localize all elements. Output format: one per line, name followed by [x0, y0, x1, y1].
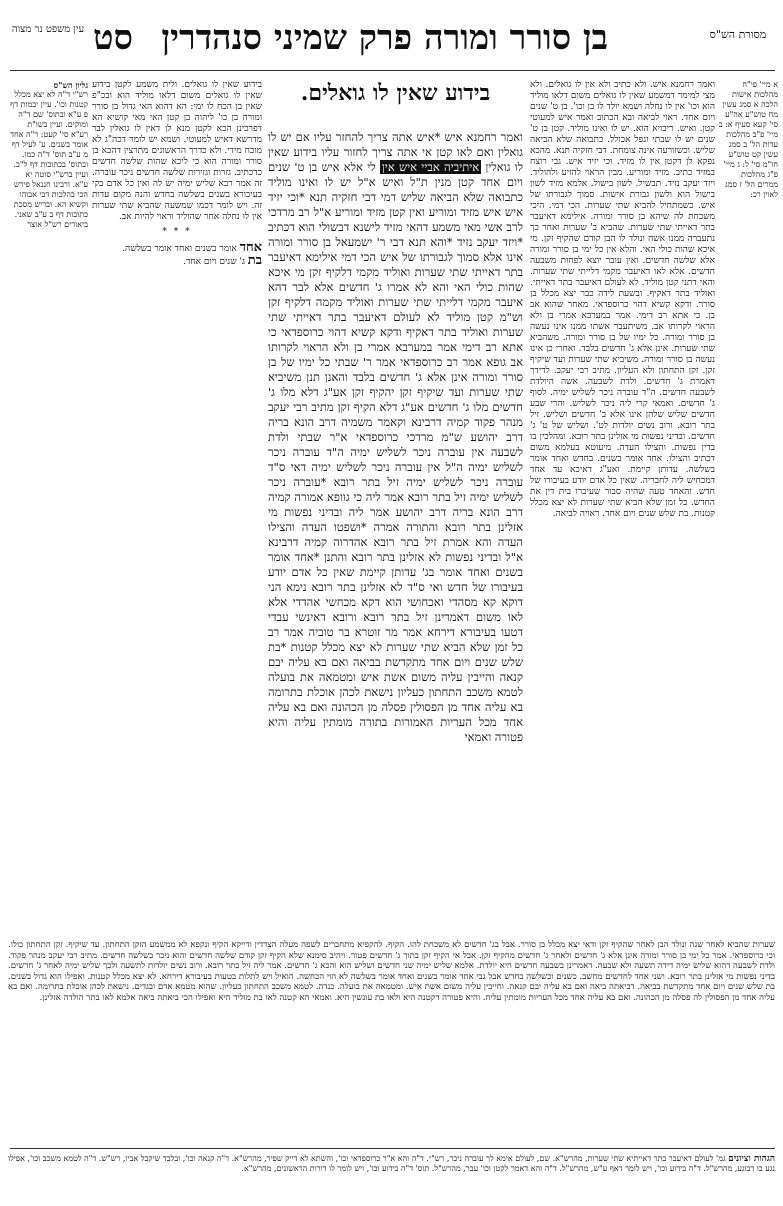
- gemara-text-part2: לי אלא איש בן ט' שנים ויום אחד קטן מנין ת"ל ואיש א"ל יש לו ואינו מוליד כתבואה שלא הביאה שליש דמי דבי חזקיה תנא *וכי יזיד איש איש מזיד ומוריע ואין קטן מזיד ומוריע א"ל רב מרדכי לרב אשי מאי משמע דהאי מזיד לישנא דבשולי הוא דכתיב *ויזד יעקב נזיד *והא תנא דבי ר' ישמעאל בן סורר ומורה אינו אלא סמוך לגבורתו של איש הכי דמי אילימא דאיעבר בתר דאייתי שתי שערות ואוליד מקמי דלקיף זקן מי איכא שהות כולי האי והא לא אמרו ג' חדשים אלא לבר דהא איעבר מקמי דלייתי שתי שערות ואוליד מקמה דלקיף זקן וש"מ קטן מוליד לא לעולם דאיעבר בתר דאייתי שתי שערות ואוליד בתר דאקיף ודקא קשיא דהוי כרוספדאי כי אתא רב דימי אמר במערבא אמרי בן ולא הראוי לקרותו אב גופא אמר רב כרוספדאי אמר ר' שבתי כל ימיו של בן סורר ומורה אינן אלא ג' חדשים בלבד והאנן תנן משיביא שתי שערות ועד שיקיף זקן יהקיף זקן אע"ג דלא מלו ג' חדשים מלו ג' חדשים אע"ג דלא הקיף זקן מתיב רבי יעקב מנהר פקוד קמיה דרבינא וקאמר משמיה דרב הונא בריה דרב יהושע ש"מ מרדכי כרוספדאי א"ר שבתי ולדת לשבעה אין עוברה ניכר לשליש ימיה ה"ד עוברה ניכר לשליש ימיה ה"ל אין עוברה ניכר לשליש ימיה דאי ס"ד עוברה ניכר לשליש ימיה זיל בתר רובא *עוברה ניכר לשליש ימיה זיל בתר רובא אמר ליה כי גוופא אמורה קמיה דרב הונא בריה דרב יהושע אמר ליה ובדיני נפשות מי אזלינן בתר רובא והתורה אמרה *ושפטו העדה והצילו העדה והא אמרת זיל בתר רובא אהדרוה קמיה דרבינא א"ל ובדיני נפשות לא אזלינן בתר רובא והתנן *אחד אומר בשנים ואחד אומר בג' עדותן קיימת שאין כל אדם יודע בעיבורו של חדש ואי ס"ד לא אזלינן בתר רובא נימא הני דוקא קא מסהדי ואכחושי הוא דקא מכחשי אהדדי אלא לאו משום דאמרינן זיל בתר רובא ורובא דאינשי עבדי דטעו בעיבורא דירחא אמר מר זוטרא בר טוביה אמר רב כל זמן שלא הביא שתי שערות לא יצא מכלל קטנות *בת שלש שנים ויום אחד מתקדשת בביאה ואם בא עליה יבם קנאה והייבין עליה משום אשת איש ומטמאה את בועלה לטמא משכב התחתון כעליון נישאת לכהן אוכלת בתרומה בא עליה אחד מן הפסולין פסלה מן הכהונה ואם בא עליה אחד מכל העריות האמורות בתורה מומתין עליה והיא פטורה ואמאי: [268, 160, 523, 744]
- hagahot-footnotes: [8, 1154, 775, 1202]
- rashi-text: ואמר רחמנא איש. ולא כתיב ולא אין לו גואלים. ולא מצי למימר דמשמע שאין לו גואלים משום דלאו מוליד הוא וכו' אין לו נחלה ושמא יולד לו בן וכו'. בן ט' שנים ויום אחד. ראוי לביאה ובא הכתוב ואמר איש למעוטי קטן. ואיש. ריבויא הוא. יש לו ואינו מוליד. קטן בן ט' שנים יש לו שבתי ונפל אכולל. כתבואה שלא הביאה שליש. וכשזורעה אינה צומחת. דבי חזקיה תנא. מהכא נפקא לן דקטן אין לו מזיד. וכי יזיד איש. גבי רוצח במזיד כתיב. מזיד ומוריע. מבין הראוי להזיע ולהוליד. ויזד יעקב נזיד. תבשיל. לשון בישול. אלמא מזיד לשון בישול הוא ולשון גבורת אישות. סמוך לגבורתו של איש. כשמתחיל להביא שתי שערות. הכי דמי. היכי משכחת לה שיהא בן סורר ומורה. אילימא דאיעבר בתר דאייתי שתי שערות. שהביא ב' שערות ואחר כך נתעברה ממנו אשה ונולד לו הבן קודם שהקיף זקן. מי איכא שהות כולי האי. והלא אין כל ימי בן סורר ומורה אלא שלשה חדשים. ואין עובר יוצא לפחות משבעה חדשים. אלא לאו דאיעבר מקמי דלייתי שתי שערות. והאי דתני קטן מוליד. לא לעולם דאיעבר בתר דאייתי. ואוליד בתר דאקיף. ובשעת לידה כבר יצא מכלל בן סורר. ודקא קשיא דהוי כרוספדאי. מאחר שהוא אב בן. כי אתא רב דימי. אמר במערבא אמרי בן ולא הראוי לקרותו אב. משיתעבר אשתו ממנו אינו נעשה בן סורר ומורה. כל ימיו של בן סורר ומורה. משהביא שתי שערות. אינן אלא ג' חדשים בלבד. ואחרי כן אינו נעשה בן סורר ומורה. משיביא שתי שערות ועד שיקיף זקן. זקן התחתון ולא העליון. מתיב רבי יעקב. לדידך דאמרת ג' חדשים. ולדת לשבעה. אשה היולדת לשבעה חדשים. ה"ד עוברה ניכר לשליש ימיה. לסוף ג' חדשים. ואמאי קרי ליה ניכר לשליש. והרי שבע חדשים שליש שלהן אינו אלא ב' חדשים ושליש. זיל בתר רובא. ורוב נשים יולדות לט'. ושליש של ט' ג' חדשים. ובדיני נפשות מי אזלינן בתר רובא. ומהלכין בו בדין נפשות. והצילו העדה. מיעוטא בעלמא משום דכתיב והצילו. אחד אומר בשנים. בחדש ואחד אומר בשלשה. עדותן קיימת. ואע"ג דאיכא עד אחד דמכחיש ליה לחבריה. שאין כל אדם יודע בעיבורו של חדש. והאחד טעה שהיה סבור שעיברו בית דין את החדש. כל זמן שלא הביא שתי שערות לא יצא מכלל קטנות. בת שלש שנים ויום אחד. ראויה לביאה.: [530, 80, 715, 519]
- page-header: [8, 6, 775, 66]
- tosafot-bottom-rest: ג' שנים ויום אחד.: [183, 257, 245, 267]
- gemara-main-text: [268, 130, 523, 930]
- gemara-opening-words: בידוע שאין לו גואלים.: [300, 80, 491, 106]
- outer-margin-text: א מיי' פי"ח מהלכות אישות הלכה א סמג עשין מח טוש"ע אה"ע סי' קעא סעיף א: ב מיי' פ"ב מהלכות עדות הל' ב סמג עשין קט טוש"ע חו"מ סי' ל: ג מיי' פ"ג מהלכות ממרים הל' ז סמג לאוין רכ:: [718, 80, 778, 199]
- bottom-commentary: [8, 940, 775, 1140]
- gemara-text-part1: ואמר רחמנא איש *איש אתה צריך להחזר עליו אם יש לו גואלין ואם לאו קטן אי אתה צריך לחזור עליו בידוע שאין לו גואלין: [268, 130, 523, 174]
- tosafot-dibur-hamatchil: אחד: [239, 240, 262, 255]
- tosafot-text: בידוע שאין לו גואלים. ולית משמע לקטן בידוע שאין לו גואלים משום דלאו מוליד הוא ובכ"פ שאין בן הכח לו ימי: הא דהוא האי גדול בן סורר ומורה בן כו' ליהוה בן קטן האי מאי קושיא הא דפרכינן הכא לקטן מנא לן דאין לו גואלין לבר מדרשא דאיש למעוטי. ושמא יש לומר דכה"ג לא מוכח מידי. ולא כדרך הראשונים מתרצין דהכא בן סורר ומורה הוא כי ליכא שהות שלשה חדשים כדכתיב. גזרות וגזירות שלשה חדשים ניכר עוברה. זה אמר רבא שליש ימיה יש לה ואין כל אדם בקי בעיבורא בשנים בשלשה בחדש והנה מקום עדות זה. ויש לומר דכמו שמשעה שהביא שתי שערות אין לו נחלה אחר שהוליד וראוי להיות אב.: [92, 80, 262, 222]
- hagahot-text: גמ' לעולם דאיעבר בתר דאייתיא שתי שערות, מהרש"א. שם, לעולם אימא לך עוברה ניכר, רש"י. ד"ה והא א"ר כרוספדאי וכו', והשתא לא דייק שפיר, מהרש"א. ד"ה קנאה וכו', ובלבד שיקבל אביו, רש"ש. ד"ה לטמא משכב וכו', אפילו נגע בו דבוגע, מהרש"ל. ד"ה בידוע וכו', ויש לומר דאף ע"ש, מהרש"ל. ד"ה והא דאמר לקטן וכו' עבר, מהרש"ל. תוס' ד"ה בידוע וכו', ויש לומר לו דורות הראשונים, מהרש"א.: [8, 1154, 775, 1173]
- inner-margin-notes: [8, 80, 88, 940]
- tosafot-divider: * * *: [162, 227, 192, 237]
- gemara-opening: [268, 80, 523, 122]
- footnote-divider: [10, 1148, 775, 1149]
- gilyon-hashas-heading: גליון הש"ס: [53, 80, 88, 90]
- page-number: סט: [93, 18, 133, 58]
- highlighted-phrase[interactable]: איתיביה אביי איש אין: [381, 160, 480, 174]
- hagahot-label: הגהות וציונים: [728, 1154, 775, 1164]
- bottom-commentary-text: שערות שהביא לאחר שנה ונולד הבן לאחר שהקיף זקן ודאי יצא מכלל בן סורר. אבל בג' חדשים לא משכחת להו. הקיף. להקפיא מתחברים לשפה מעלה הצדדין ודייקא הקיף ונקפא לא ממשמע הזקן התחתון. עד שיקיף. זקן התחתון כולו. וכי כרוספדאי. אמר כל ימי בן סורר ומורה אינן אלא ג' חדשים ולאחר ג' חדשים מהקיף זקן. אבל אי הקיף זקן בתוך ג' חדשים פטור. ויהיב סימנא שלא הקיף זקן קודם שלשה חדשים והוא ניכר בשלשה חדשים. מתיב רבי יעקב מנהר פקוד. ולדת לשבעה דהוא שליש ימיה דידה תשעה ולא שבעה. דאמרינן בשבעה חדשים היא יולדת. אלמא שליש ימיה שני חדשים ושליש הוא והכא ג' חדשים. אמר ליה זיל בתר רובא. ורוב נשים יולדות לתשעה ולכך שליש ימיה לאחר ג' חדשים. בדיני נפשות מי אזלינן בתר רובא. ושני אחד לחדשים מחשב. כשנים וכשלשה בחדש אבל גבי אחד אומר בשנים ואחד אומר בשלשה לא הוי הכחשה. הואיל ויש לתלות בטעות בעיבורא דירחא. לא יצא מכלל קטנות. ואפילו הוא גדול בשנים. בת שלש שנים ויום אחד מתקדשת בביאה. דביאתה ביאה ואם בא עליה יבם קנאה. וחייבין עליה משום אשת איש. ומטמאה את בועלה. כנדה. לטמא משכב התחתון כעליון. שהוא מטמא אדם ובגדים. נישאת לכהן אוכלת בתרומה. ואם בא עליה אחד מן הפסולין לה פסלה מן הכהונה. ואם בא עליה אחד מכל העריות מומתין עליה. והיא פטורה דקטנה היא ולאו בת עונשין היא. ואמאי הא קטנה לאו בת מוליד היא ואפילו הכי ביאתה ביאה אלמא לאו בתר הולדה אזלינן.: [8, 940, 775, 1003]
- ein-mishpat-label: עין משפט נר מצוה: [11, 24, 85, 35]
- tosafot-commentary: [92, 80, 262, 520]
- header-divider: [10, 70, 775, 71]
- rashi-commentary: [530, 80, 715, 910]
- inner-margin-foot: ביאורים רש"ל אוצר: [27, 220, 88, 229]
- gilyon-hashas-text: רש"י ד"ה לא יצא מכלל קטנות וכו'. עיין יבמות דף פ ע"א ובתוס' שם ד"ה ומוקים. ועיין בשו"ת רע"א סי' קעט: ר"ה אחד אומר בשנים. ע' לעיל דף מ ע"ב תוס' ד"ה כמו. ובתוס' בכתובות דף ל"ב. ועיין ברש"י סוטה יא ע"א. ורבינו חננאל פירש הכי בהלכות דבי אבוהו וקשיא הא. ובריש מסכת כתובות דף ב ע"ב שאני.: [10, 90, 88, 219]
- tosafot-bottom-dibur: בת: [247, 253, 262, 268]
- tosafot-opening-rest: אומר בשנים ואחד אומר בשלשה.: [122, 244, 237, 254]
- masoret-hashas-label: מסורת הש"ס: [709, 28, 767, 41]
- page-title: בן סורר ומורה פרק שמיני סנהדרין: [161, 18, 608, 58]
- outer-margin-references: [718, 80, 778, 910]
